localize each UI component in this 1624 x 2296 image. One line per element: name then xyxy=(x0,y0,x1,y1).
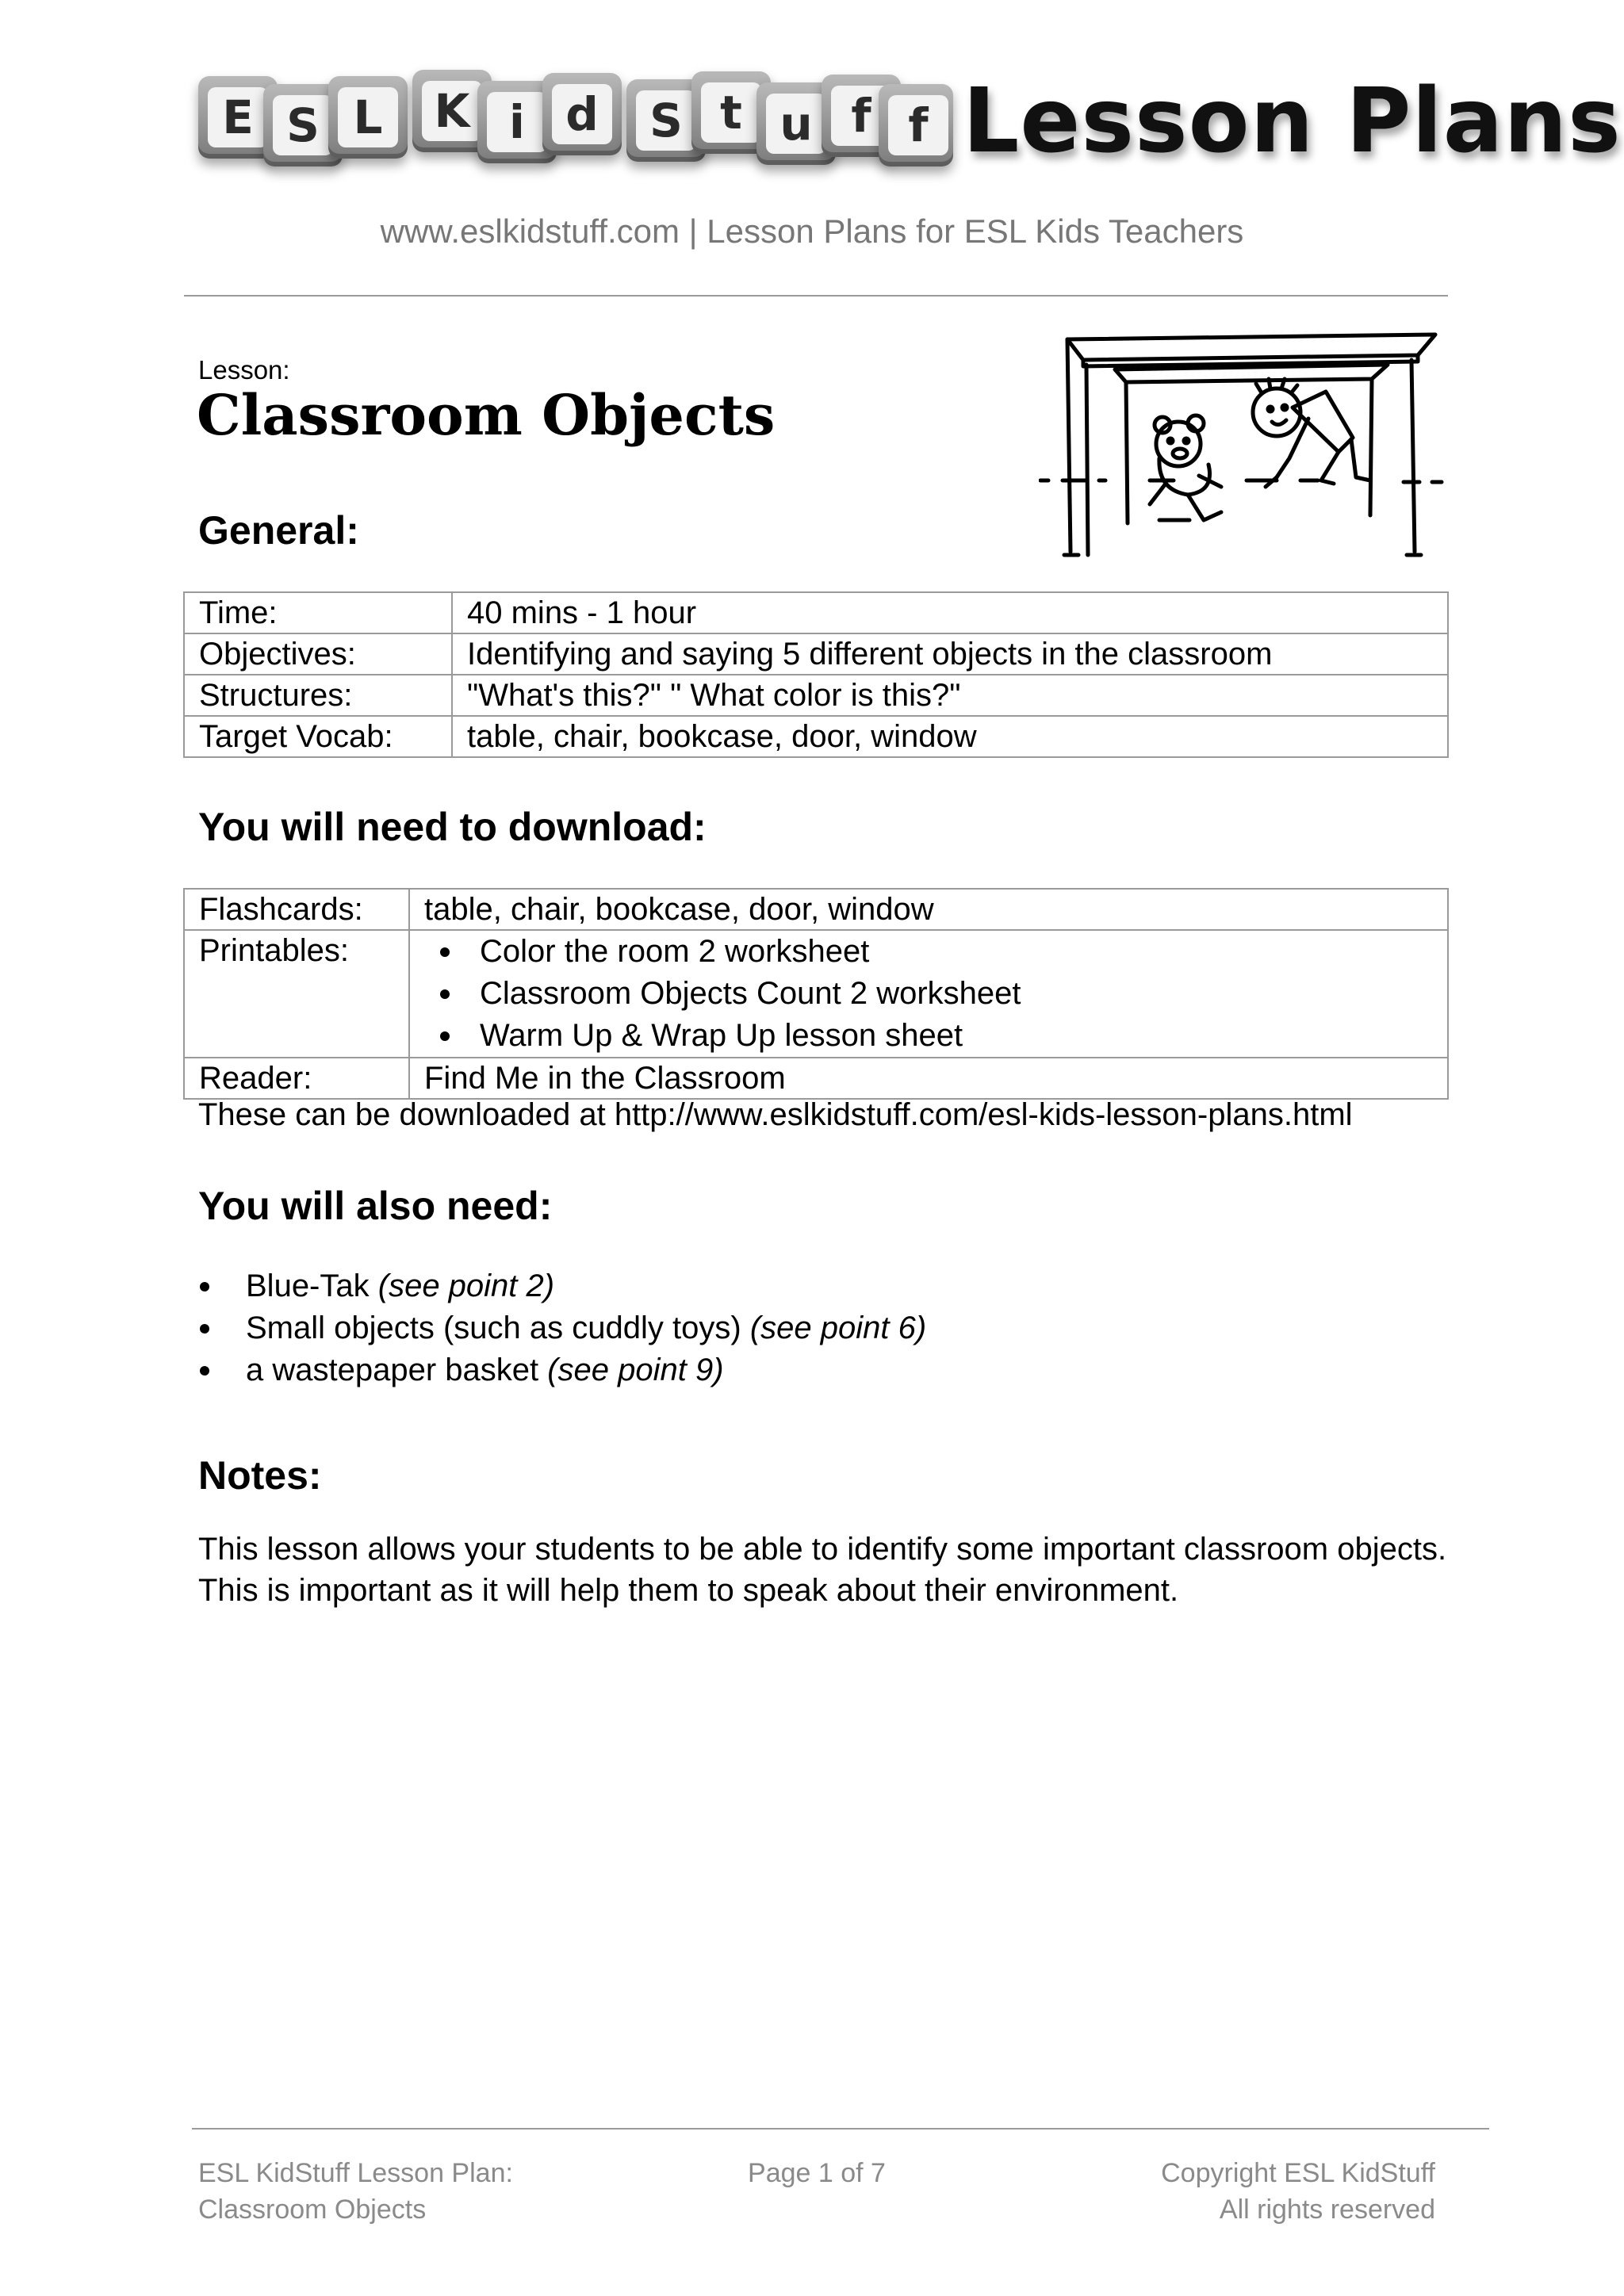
list-item: Warm Up & Wrap Up lesson sheet xyxy=(429,1015,1447,1057)
general-heading: General: xyxy=(198,508,359,553)
footer-right xyxy=(1110,2155,1435,2228)
logo-block: S xyxy=(626,79,706,162)
list-item: Small objects (such as cuddly toys) (see point 6) xyxy=(198,1307,926,1349)
site-logo xyxy=(198,70,1622,189)
general-key: Objectives: xyxy=(184,633,452,675)
logo-block: i xyxy=(477,81,557,163)
logo-block: d xyxy=(542,73,622,155)
general-key: Target Vocab: xyxy=(184,716,452,757)
general-value: "What's this?" " What color is this?" xyxy=(452,675,1448,716)
general-table xyxy=(183,591,1449,758)
logo-block: u xyxy=(756,82,836,165)
table-row xyxy=(184,633,1448,675)
logo-block: E xyxy=(198,76,278,159)
also-need-list xyxy=(198,1265,926,1391)
table-row xyxy=(184,930,1448,1058)
general-value: table, chair, bookcase, door, window xyxy=(452,716,1448,757)
table-row xyxy=(184,675,1448,716)
general-key: Structures: xyxy=(184,675,452,716)
reader-key: Reader: xyxy=(184,1058,409,1099)
general-value: 40 mins - 1 hour xyxy=(452,592,1448,633)
notes-heading: Notes: xyxy=(198,1453,322,1498)
logo-block: t xyxy=(691,71,771,154)
notes-line: This is important as it will help them to speak about their environment. xyxy=(198,1573,1179,1608)
lesson-title: Classroom Objects xyxy=(197,382,776,448)
download-table xyxy=(183,888,1449,1100)
download-note: These can be downloaded at http://www.eslkidstuff.com/esl-kids-lesson-plans.html xyxy=(198,1097,1353,1132)
table-row xyxy=(184,592,1448,633)
list-item: Blue-Tak (see point 2) xyxy=(198,1265,926,1307)
footer-plan-label: ESL KidStuff Lesson Plan: xyxy=(198,2158,513,2188)
footer-copyright: Copyright ESL KidStuff xyxy=(1161,2158,1435,2188)
list-item: Color the room 2 worksheet xyxy=(429,931,1447,973)
reader-value: Find Me in the Classroom xyxy=(409,1058,1448,1099)
table-row xyxy=(184,1058,1448,1099)
footer-rights: All rights reserved xyxy=(1219,2195,1435,2225)
flashcards-key: Flashcards: xyxy=(184,889,409,930)
logo-block: f xyxy=(822,75,901,157)
table-row xyxy=(184,716,1448,757)
logo-block: K xyxy=(412,70,492,152)
site-subtitle: www.eslkidstuff.com | Lesson Plans for ESL Kids Teachers xyxy=(380,212,1244,250)
lesson-label: Lesson: xyxy=(198,355,290,385)
footer-divider xyxy=(192,2128,1489,2130)
printables-key: Printables: xyxy=(184,930,409,1058)
logo-block: S xyxy=(263,84,343,166)
list-item: a wastepaper basket (see point 9) xyxy=(198,1349,926,1391)
table-row xyxy=(184,889,1448,930)
download-heading: You will need to download: xyxy=(198,805,707,849)
header-divider xyxy=(184,295,1448,297)
notes-line: This lesson allows your students to be able to identify some important classroom objects. xyxy=(198,1532,1447,1567)
footer-page-number: Page 1 of 7 xyxy=(748,2158,886,2188)
logo-title: Lesson Plans xyxy=(963,70,1622,173)
also-need-heading: You will also need: xyxy=(198,1184,553,1228)
printables-list xyxy=(429,931,1447,1057)
footer-left xyxy=(198,2155,513,2228)
logo-block: f xyxy=(879,84,953,166)
flashcards-value: table, chair, bookcase, door, window xyxy=(409,889,1448,930)
printables-list-cell xyxy=(409,930,1448,1058)
general-key: Time: xyxy=(184,592,452,633)
general-value: Identifying and saying 5 different objects in the classroom xyxy=(452,633,1448,675)
kid-under-table-illustration xyxy=(1039,325,1451,563)
footer-plan-title: Classroom Objects xyxy=(198,2195,427,2225)
list-item: Classroom Objects Count 2 worksheet xyxy=(429,973,1447,1015)
logo-block: L xyxy=(328,76,408,159)
